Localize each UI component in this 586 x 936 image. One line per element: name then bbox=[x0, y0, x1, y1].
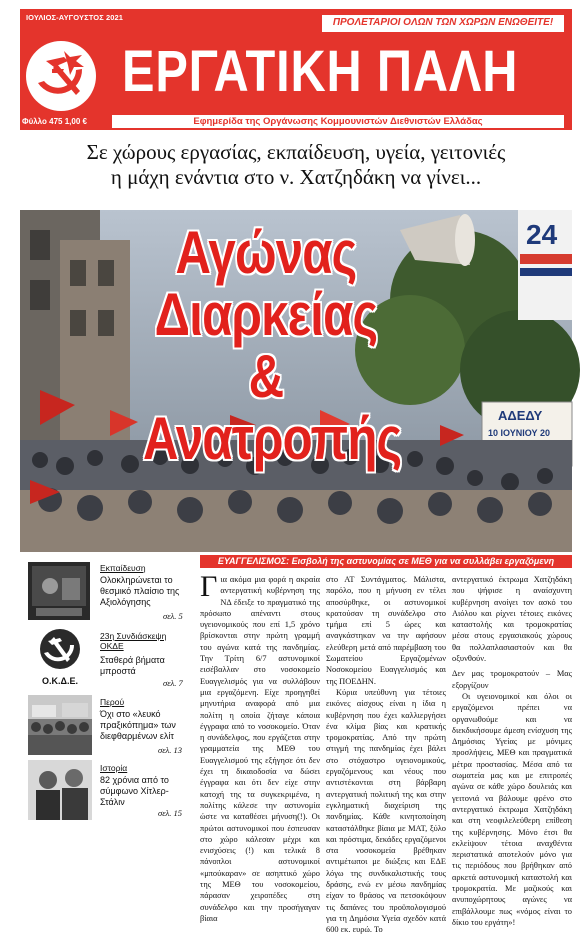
article-column-1-text: ια ακόμα μια φορά η ακραία αντεργατική κυβέρνηση της ΝΔ έδειξε το πραγματικό της πρόσωπο απέναντι στους υγειονομικούς που επί 1,5 χρόνο βρίσκονται στην πρώτη γραμμή του αγώνα κατά της πανδημίας. Την Τρίτη 6/7 αστυνομικοί εισέβαλλαν στο νοσοκομείο Ευαγγελισμός για να συλλάβουν μια εργαζόμενη. Είχε προηγηθεί μηνυτήρια αναφορά από μια πολίτη η οποία ζήταγε κάποια έγγραφα από το νοσοκομείο. Όταν η συνάδελφος, που εργάζεται στην γραμματεία της ΜΕΘ του Ευαγγελισμού της εξήγησε ότι δεν έχει τη δικαιοδοσία να δώσει έγγραφα και ότι δεν είχε στην κατοχή της τα συγκεκριμένα, η πολίτης κάλεσε την αστυνομία ώστε να καταθέσει μήνυση(!). Οι πρώτοι αστυνομικοί που έσπευσαν στο χώρο κάλεσαν μέχρι και ενισχύσεις (!) και τελικά 8 πάνοπλοι αστυνομικοί «μπούκαραν» σε ασηπτικό χώρο της ΜΕΘ του νοσοκομείου, πάρασαν χειροπέδες στη συνάδελφο και την προσήγαγαν βίαια bbox=[200, 575, 320, 923]
newspaper-subtitle: Εφημερίδα της Οργάνωσης Κομμουνιστών Διεθνιστών Ελλάδας bbox=[193, 116, 483, 127]
headline-line-2: η μάχη ενάντια στο ν. Χατζηδάκη να γίνει... bbox=[110, 165, 482, 189]
placard-name: ΑΔΕΔΥ bbox=[498, 408, 543, 423]
article-banner bbox=[200, 555, 572, 568]
article-column-3-text-b: Οι υγειονομικοί και όλοι οι εργαζόμενοι πρέπει να οργανωθούμε και να διεκδικήσουμε άμεση ενίσχυση της Δημόσιας Υγείας με μόνιμες προσλήψεις, ΜΕΘ και πραγματικά μέτρα προστασίας. Μέσα από τα σωματεία μας και με επιτροπές αγώνα σε κάθε χώρο δουλειάς και γειτονιά να βάλουμε φρένο στο αντεργατικό έκτρωμα Χατζηδάκη και στη νεοφιλελεύθερη επίθεση της κυβέρνησης. Μόνο έτσι θα εκλείψουν τέτοια αναχθέντα περιστατικά αποτελούν μόνο για τις περιόδους που βρήθηκαν από αρκετά αστυνομική καταστολή και τρομοκρατία. Με μαζικούς και ανυποχώρητους αγώνες να επιβάλλουμε πως «νόμος είναι το δίκιο του εργάτη»! bbox=[452, 691, 572, 927]
drop-cap: Γ bbox=[200, 570, 218, 603]
sidebar-category-conference[interactable]: 23η Συνδιάσκεψη ΟΚΔΕ bbox=[100, 631, 167, 651]
headline-line-1: Σε χώρους εργασίας, εκπαίδευση, υγεία, γειτονιές bbox=[86, 140, 506, 164]
slogan: ΠΡΟΛΕΤΑΡΙΟΙ ΟΛΩΝ ΤΩΝ ΧΩΡΩΝ ΕΝΩΘΕΙΤΕ! bbox=[332, 17, 554, 28]
sidebar-text-education[interactable]: Ολοκληρώνεται το θεσμικό πλαίσιο της Αξιολόγησης bbox=[100, 575, 180, 607]
cover-title-line-2: Διαρκείας & bbox=[154, 281, 378, 410]
peru-protest-thumbnail bbox=[28, 695, 92, 755]
sidebar-category-education[interactable]: Εκπαίδευση bbox=[100, 563, 146, 573]
article-column-2 bbox=[326, 574, 446, 935]
sidebar-page-education: σελ. 5 bbox=[163, 611, 183, 621]
cover-title-line-1: Αγώνας bbox=[175, 219, 357, 286]
sidebar-category-peru[interactable]: Περού bbox=[100, 697, 125, 707]
history-thumbnail bbox=[28, 760, 92, 820]
sidebar-category-history[interactable]: Ιστορία bbox=[100, 763, 128, 773]
article-column-2-text-b: Κύρια υπεύθυνη για τέτοιες εικόνες αίσχους είναι η ίδια η κυβέρνηση που έχει καλλιεργήσει ένα κλίμα βίας και κρατικής τρομοκρατίας. Από την πρώτη στιγμή της πανδημίας έχει βάλει στο στόχαστρο υγειονομικούς, εργαζόμενους και νέους που αντιστέκονται στη βάρβαρη αντεργατική πολιτική της και στην εγκληματική διαχείριση της πανδημίας. Κάθε κινητοποίηση καταστάλθηκε βίαια με ΜΑΤ, ξύλο και πρόστιμα, δεκάδες εργαζόμενοι στα νοσοκομεία βρέθηκαν αντιμέτωποι με διώξεις και ΕΔΕ λόγω της συνδικαλιστικής τους δράσης, ενώ εν μέσω πανδημίας είχαν το θράσος να πετσοκόψουν τις δαπάνες του προϋπολογισμού για τη Δημόσια Υγεία σχεδόν κατά 600 εκ. ευρώ. Το bbox=[326, 687, 446, 935]
article-subheading: Δεν μας τρομοκρατούν – Μας εξοργίζουν bbox=[452, 669, 572, 690]
issue-number-price: Φύλλο 475 1,00 € bbox=[22, 117, 87, 126]
hammer-sickle-logo-icon bbox=[24, 39, 98, 113]
education-thumbnail bbox=[28, 562, 90, 620]
cover-title bbox=[143, 219, 402, 472]
main-headline bbox=[20, 140, 572, 190]
sidebar-page-history: σελ. 15 bbox=[158, 808, 182, 818]
okde-logo-label: Ο.Κ.Δ.Ε. bbox=[42, 676, 78, 686]
placard-date: 10 ΙΟΥΝΙΟΥ 20 bbox=[488, 428, 551, 438]
subtitle-box bbox=[112, 115, 564, 128]
article-column-3-text: αντεργατικό έκτρωμα Χατζηδάκη που ψήφισε η αναίσχυντη κυβέρνηση ανοίγει τον ασκό του Αιόλου και ρίχνει τέτοιες εικόνες καταστολής και τρομοκρατίας μέσα στους εργασιακούς χώρους θα πολλαπλασιαστούν και θα οξυνθούν. bbox=[452, 575, 572, 664]
sidebar-page-conference: σελ. 7 bbox=[163, 678, 183, 688]
sidebar-text-conference[interactable]: Σταθερά βήματα μπροστά bbox=[100, 655, 165, 676]
cover-title-line-3: Ανατροπής bbox=[143, 405, 402, 472]
sidebar-text-peru[interactable]: Όχι στο «λευκό πραξικόπημα» των διεφθαρμένων ελίτ bbox=[100, 709, 176, 741]
article-column-1 bbox=[200, 570, 320, 923]
masthead bbox=[20, 9, 572, 130]
cover-photo bbox=[20, 210, 572, 552]
article-headline: ΕΥΑΓΓΕΛΙΣΜΟΣ: Εισβολή της αστυνομίας σε ΜΕΘ για να συλλάβει εργαζόμενη bbox=[217, 556, 555, 566]
sidebar-page-peru: σελ. 13 bbox=[158, 745, 182, 755]
issue-date: ΙΟΥΛΙΟΣ-ΑΥΓΟΥΣΤΟΣ 2021 bbox=[26, 13, 124, 22]
article-column-3 bbox=[452, 574, 572, 927]
sidebar-text-history[interactable]: 82 χρόνια από το σύμφωνο Χίτλερ-Στάλιν bbox=[100, 775, 169, 807]
article-column-2-text: στο ΑΤ Συντάγματος. Μάλιστα, παρόλο, που η μήνυση εν τέλει αποσύρθηκε, οι αστυνομικοί κρατούσαν τη συνάδελφο στο τμήμα επί 5 ώρες και αναγκάστηκαν να την αφήσουν ελεύθερη μετά από παρέμβαση του Σωματείου Εργαζομένων Νοσοκομείου Ευαγγελισμός και της ΠΟΕΔΗΝ. bbox=[326, 575, 446, 686]
banner-number: 24 bbox=[526, 219, 558, 250]
newspaper-title: ΕΡΓΑΤΙΚΗ ΠΑΛΗ bbox=[122, 39, 519, 104]
